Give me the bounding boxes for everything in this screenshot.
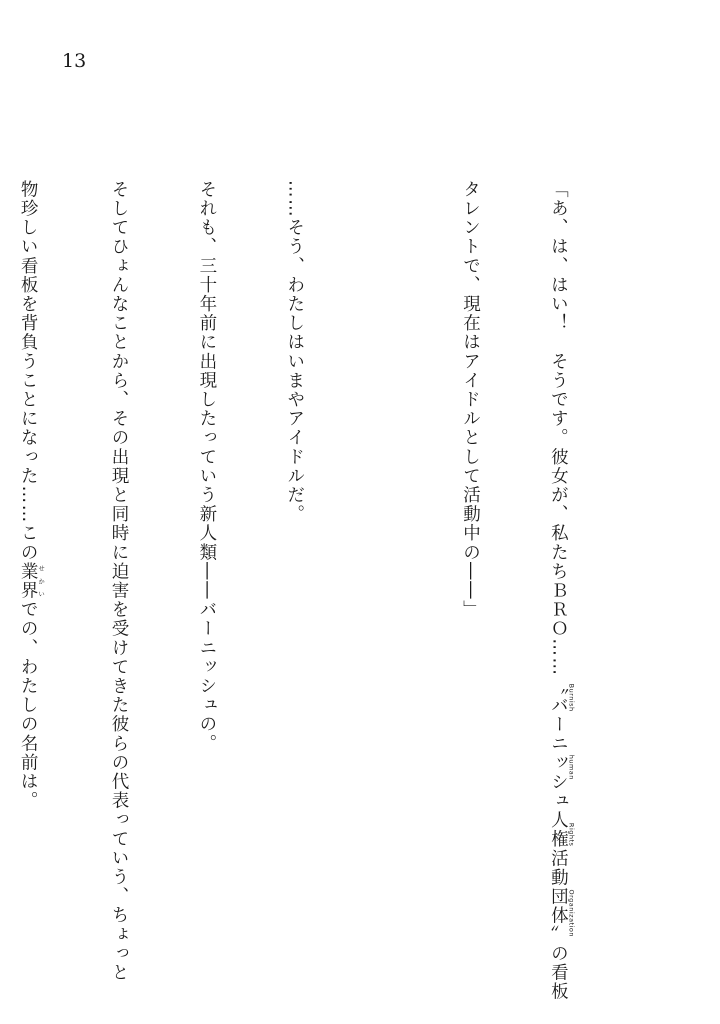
- page-number: 13: [62, 50, 87, 72]
- ruby-reading: Burnish human Rights Organization: [567, 676, 576, 945]
- ruby-reading: せかい: [37, 562, 46, 601]
- text-line: ……そう、わたしはいまやアイドルだ。: [284, 180, 305, 524]
- text-line: それも、三十年前に出現したっていう新人類――バーニッシュの。: [196, 180, 217, 753]
- blank-line: [367, 180, 396, 980]
- text-line: タレントで、現在はアイドルとして活動中の――」: [460, 180, 481, 620]
- novel-body-text: [0, 180, 634, 1002]
- ruby-annotated-term: 業界 せかい: [18, 562, 46, 601]
- text-line: そしてひょんなことから、その出現と同時に迫害を受けてきた彼らの代表っていう、ちょっと: [108, 180, 129, 983]
- text-line: 「あ、は、はい！ そうです。彼女が、私たちＢＲＯ……〝バーニッシュ人権活動団体〟 Burnish human Rights Organizationの看板: [548, 180, 576, 1002]
- text-line: 物珍しい看板を背負うことになった……この業界 せかいでの、わたしの名前は。: [18, 180, 46, 811]
- ruby-annotated-term: 〝バーニッシュ人権活動団体〟 Burnish human Rights Organization: [548, 676, 576, 945]
